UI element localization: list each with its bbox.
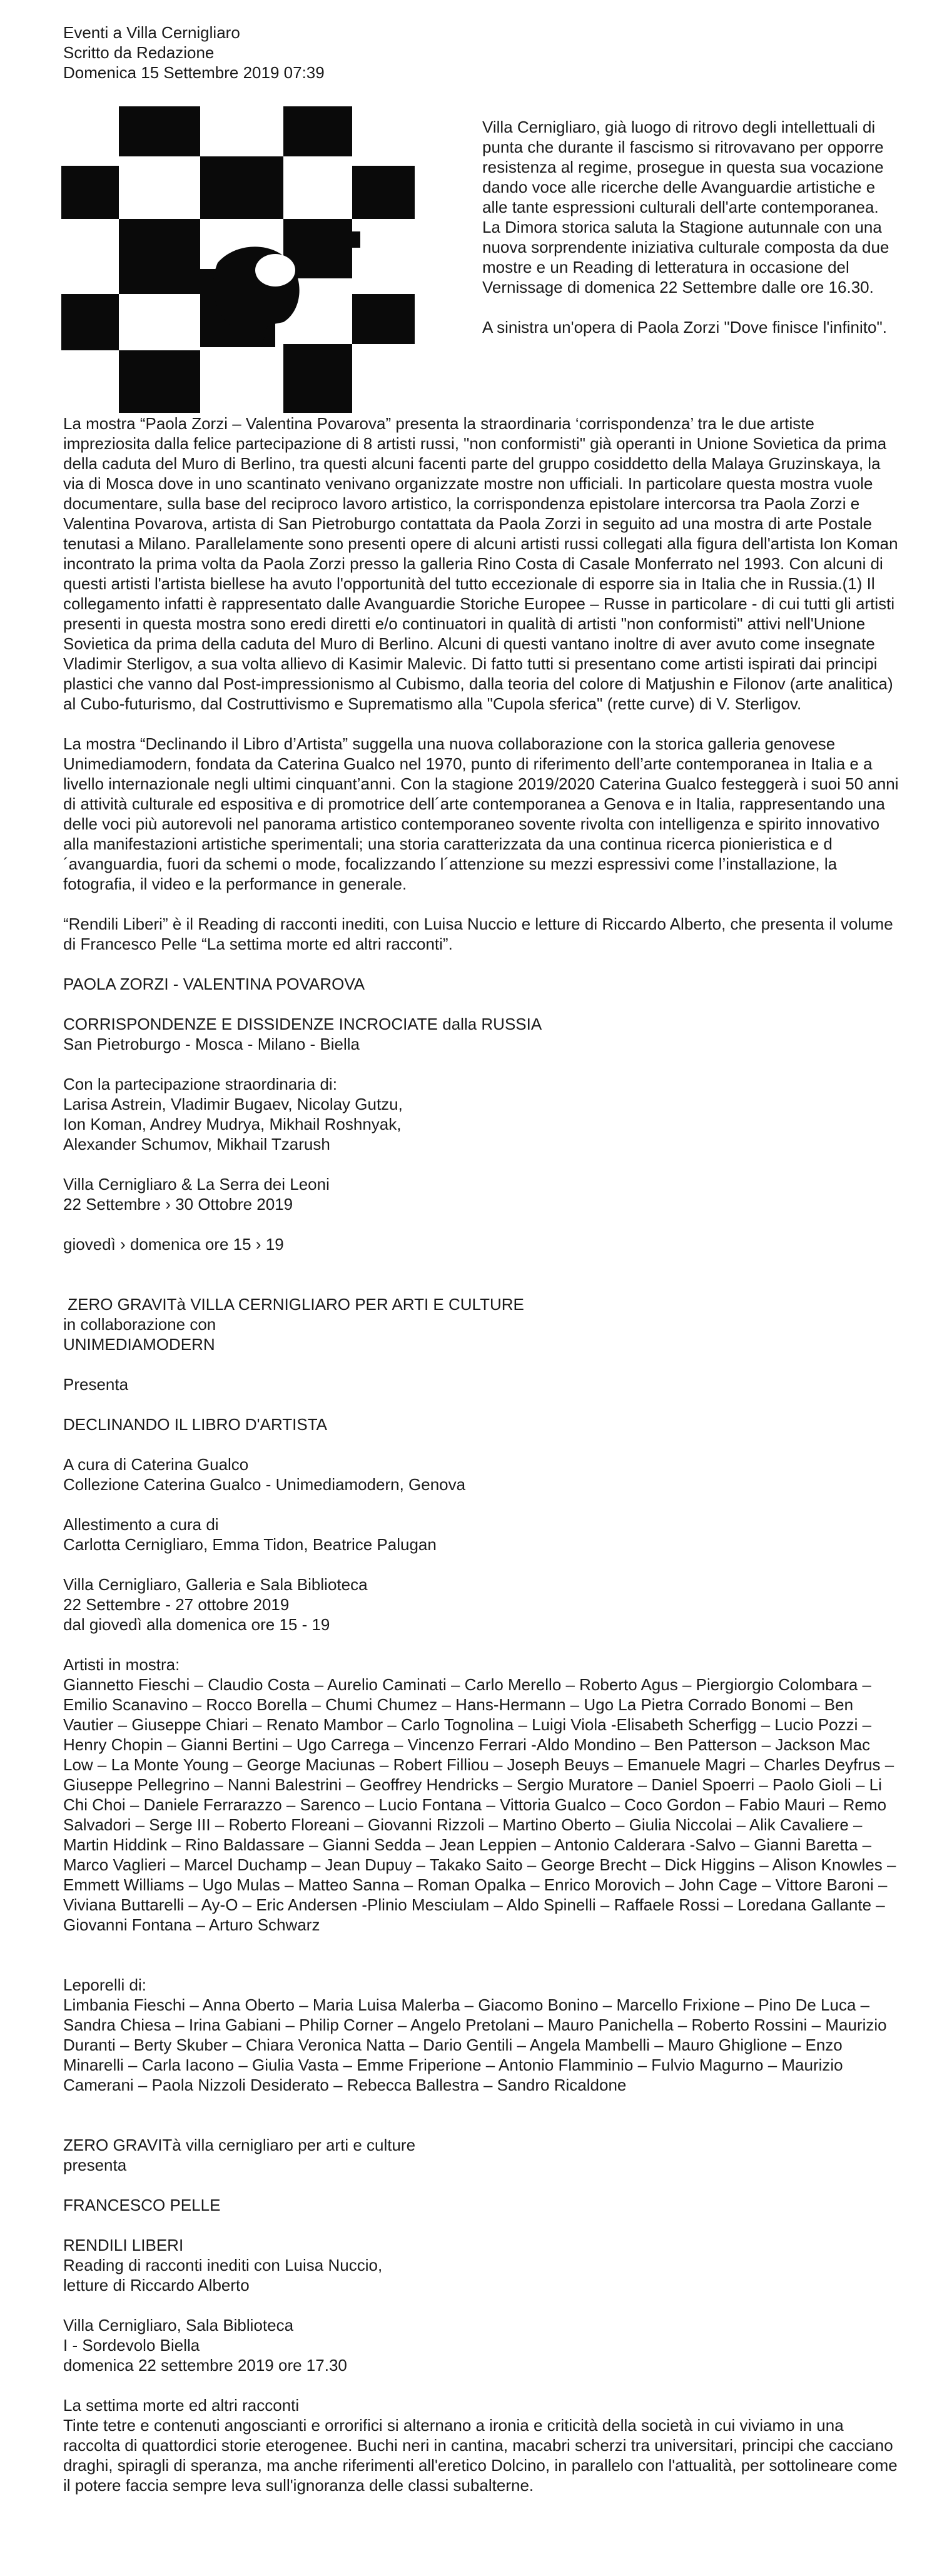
artwork-image [61, 106, 415, 413]
participation-label: Con la partecipazione straordinaria di: [63, 1075, 337, 1093]
intro-paragraph: Villa Cernigliaro, già luogo di ritrovo degli intellettuali di punta che durante il fascismo si ritrovavano per opporre resistenza al regime, prosegue in questa sua vocazione dando voce alle ricerche delle Avanguardie artistiche e alle tante espressioni culturali dell'arte contemporanea. La Dimora storica saluta la Stagione autunnale con una nuova sorprendente iniziativa culturale composta da due mostre e un Reading di letteratura in occasione del Vernissage di domenica 22 Settembre dalle ore 16.30. [482, 118, 889, 297]
partner-name: UNIMEDIAMODERN [63, 1335, 215, 1354]
collaboration-label: in collaborazione con [63, 1315, 216, 1334]
organizer-name: ZERO GRAVITà VILLA CERNIGLIARO PER ARTI E CULTURE [63, 1295, 524, 1314]
exhibit-venue: Villa Cernigliaro & La Serra dei Leoni [63, 1175, 330, 1194]
publish-date: Domenica 15 Settembre 2019 07:39 [63, 63, 325, 82]
collection-label: Collezione Caterina Gualco - Unimediamodern, Genova [63, 1475, 466, 1494]
exhibit-title: DECLINANDO IL LIBRO D'ARTISTA [63, 1415, 328, 1434]
exhibit-libro-artista [63, 1294, 903, 2095]
presents-label: presenta [63, 2156, 127, 2174]
reading-town: I - Sordevolo Biella [63, 2336, 200, 2355]
setup-names: Carlotta Cernigliaro, Emma Tidon, Beatrice Palugan [63, 1535, 437, 1554]
leporelli-list: Limbania Fieschi – Anna Oberto – Maria Luisa Malerba – Giacomo Bonino – Marcello Frixione – Pino De Luca – Sandra Chiesa – Irina Gabiani – Philip Corner – Angelo Pretolani – Mauro Panichella – Roberto Rossini – Maurizio Duranti – Berty Skuber – Chiara Veronica Natta – Dario Gentili – Angela Mambelli – Mauro Ghiglione – Enzo Minarelli – Carla Iacono – Giulia Vasta – Emme Friperione – Antonio Flamminio – Fulvio Magurno – Maurizio Camerani – Paola Nizzoli Desiderato – Rebecca Ballestra – Sandro Ricaldone [63, 1995, 887, 2094]
reading-event [63, 2135, 903, 2495]
book-description: Tinte tetre e contenuti angoscianti e orrorifici si alternano a ironia e criticità della società in cui viviamo in una raccolta di quattordici storie eterogenee. Buchi neri in cantina, macabri scherzi tra universitari, principi che cacciano draghi, spiragli di speranza, ma anche riferimenti all'eretico Dolcino, in parallelo con l'attualità, per sottolineare come il potere faccia sempre leva sull'ignoranza delle classi subalterne. [63, 2416, 898, 2495]
exhibit-dates: 22 Settembre - 27 ottobre 2019 [63, 1595, 290, 1614]
exhibit-zorzi-povarova [63, 974, 903, 1254]
presents-label: Presenta [63, 1375, 129, 1394]
exhibit-hours: dal giovedì alla domenica ore 15 - 19 [63, 1615, 330, 1634]
participating-artists: Ion Koman, Andrey Mudrya, Mikhail Roshnyak, [63, 1115, 402, 1133]
participating-artists: Larisa Astrein, Vladimir Bugaev, Nicolay Gutzu, [63, 1095, 403, 1113]
exhibit-dates: 22 Settembre › 30 Ottobre 2019 [63, 1195, 293, 1214]
intro-column [482, 117, 895, 357]
exhibit-venue: Villa Cernigliaro, Galleria e Sala Biblioteca [63, 1575, 368, 1594]
exhibit-title: PAOLA ZORZI - VALENTINA POVAROVA [63, 975, 365, 993]
reading-date: domenica 22 settembre 2019 ore 17.30 [63, 2356, 347, 2375]
setup-label: Allestimento a cura di [63, 1515, 219, 1534]
organizer-name: ZERO GRAVITà villa cernigliaro per arti e culture [63, 2136, 416, 2154]
participating-artists: Alexander Schumov, Mikhail Tzarush [63, 1135, 330, 1154]
exhibit-subtitle: CORRISPONDENZE E DISSIDENZE INCROCIATE dalla RUSSIA [63, 1015, 542, 1033]
article-body [63, 413, 903, 2515]
curator-label: A cura di Caterina Gualco [63, 1455, 249, 1474]
category-label: Eventi a Villa Cernigliaro [63, 23, 240, 42]
body-paragraph-2: La mostra “Declinando il Libro d’Artista” suggella una nuova collaborazione con la storica galleria genovese Unimediamodern, fondata da Caterina Gualco nel 1970, punto di riferimento dell’arte contemporanea in Italia e a livello internazionale negli ultimi cinquant’anni. Con la stagione 2019/2020 Caterina Gualco festeggerà i suoi 50 anni di attività culturale ed espositiva e di promotrice dell´arte contemporanea a Genova e in Italia, rappresentando una delle voci più autorevoli nel panorama artistico contemporaneo sovente rivolta con intelligenza e spirito innovativo alla manifestazioni artistiche sperimentali; una storia caratterizzata da una continua ricerca pionieristica e d´avanguardia, fuori da schemi o mode, focalizzando l´attenzione su mezzi espressivi come l’installazione, la fotografia, il video e la performance in generale. [63, 734, 899, 893]
artwork-caption: A sinistra un'opera di Paola Zorzi "Dove finisce l'infinito". [482, 318, 887, 337]
leporelli-label: Leporelli di: [63, 1975, 146, 1994]
exhibit-hours: giovedì › domenica ore 15 › 19 [63, 1235, 284, 1254]
artists-label: Artisti in mostra: [63, 1655, 180, 1674]
body-paragraph-1: La mostra “Paola Zorzi – Valentina Povarova” presenta la straordinaria ‘corrispondenza’ tra le due artiste impreziosita dalla felice partecipazione di 8 artisti russi, "non conformisti" già operanti in Unione Sovietica da prima della caduta del Muro di Berlino, tra questi alcuni facenti parte del gruppo cosiddetto della Malaya Gruzinskaya, la via di Mosca dove in uno scantinato venivano organizzate mostre non ufficiali. In particolare questa mostra vuole documentare, sulla base del reciproco lavoro artistico, la corrispondenza epistolare intercorsa tra Paola Zorzi e Valentina Povarova, artista di San Pietroburgo contattata da Paola Zorzi in seguito ad una mostra di arte Postale tenutasi a Milano. Parallelamente sono presenti opere di alcuni artisti russi collegati alla figura dell'artista Ion Koman incontrato la prima volta da Paola Zorzi presso la galleria Rino Costa di Casale Monferrato nel 1993. Con alcuni di questi artisti l'artista biellese ha avuto l'opportunità del tutto eccezionale di esporre sia in Italia che in Russia.(1) Il collegamento infatti è rappresentato dalle Avanguardie Storiche Europee – Russe in particolare - di cui tutti gli artisti presenti in questa mostra sono eredi diretti e/o continuatori in qualità di artisti "non conformisti" attivi nell'Unione Sovietica da prima della caduta del Muro di Berlino. Alcuni di questi vantano inoltre di aver avuto come insegnate Vladimir Sterligov, a sua volta allievo di Kasimir Malevic. Di fatto tutti si presentano come artisti ispirati dai principi plastici che vanno dal Post-impressionismo al Cubismo, dalla teoria del colore di Matjushin e Filonov (arte analitica) al Cubo-futurismo, dal Costruttivismo e Suprematismo alla "Cupola sferica" (rette curve) di V. Sterligov. [63, 414, 898, 713]
exhibit-cities: San Pietroburgo - Mosca - Milano - Biella [63, 1035, 360, 1053]
reading-author: FRANCESCO PELLE [63, 2196, 221, 2214]
reading-title: RENDILI LIBERI [63, 2236, 184, 2254]
article-header [63, 23, 903, 83]
reading-description: Reading di racconti inediti con Luisa Nuccio, [63, 2256, 383, 2274]
reading-venue: Villa Cernigliaro, Sala Biblioteca [63, 2316, 294, 2335]
author-label: Scritto da Redazione [63, 43, 215, 62]
book-title: La settima morte ed altri racconti [63, 2396, 300, 2415]
artists-list: Giannetto Fieschi – Claudio Costa – Aurelio Caminati – Carlo Merello – Roberto Agus – Piergiorgio Colombara – Emilio Scanavino – Rocco Borella – Chumi Chumez – Hans-Hermann – Ugo La Pietra Corrado Bonomi – Ben Vautier – Giuseppe Chiari – Renato Mambor – Carlo Tognolina – Luigi Viola -Elisabeth Scherfigg – Lucio Pozzi – Henry Chopin – Gianni Bertini – Ugo Carrega – Vincenzo Ferrari -Aldo Mondino – Ben Patterson – Jackson Mac Low – La Monte Young – George Maciunas – Robert Filliou – Joseph Beuys – Emanuele Magri – Charles Deyfrus – Giuseppe Pellegrino – Nanni Balestrini – Geoffrey Hendricks – Sergio Muratore – Daniel Spoerri – Paolo Gioli – Li Chi Choi – Daniele Ferrarazzo – Sarenco – Lucio Fontana – Vittoria Gualco – Coco Gordon – Fabio Mauri – Remo Salvadori – Serge III – Roberto Floreani – Giovanni Rizzoli – Martino Oberto – Giulia Niccolai – Alik Cavaliere – Martin Hiddink – Rino Baldassare – Gianni Sedda – Jean Leppien – Antonio Calderara -Salvo – Gianni Baretta – Marco Vaglieri – Marcel Duchamp – Jean Dupuy – Takako Saito – George Brecht – Dick Higgins – Alison Knowles – Emmett Williams – Ugo Mulas – Matteo Sanna – Roman Opalka – Enrico Morovich – John Cage – Vittore Baroni – Viviana Buttarelli – Ay-O – Eric Andersen -Plinio Mesciulam – Aldo Spinelli – Raffaele Rossi – Loredana Gallante – Giovanni Fontana – Arturo Schwarz [63, 1675, 896, 1934]
reading-description: letture di Riccardo Alberto [63, 2276, 250, 2295]
body-paragraph-3: “Rendili Liberi” è il Reading di racconti inediti, con Luisa Nuccio e letture di Riccardo Alberto, che presenta il volume di Francesco Pelle “La settima morte ed altri racconti”. [63, 915, 893, 953]
